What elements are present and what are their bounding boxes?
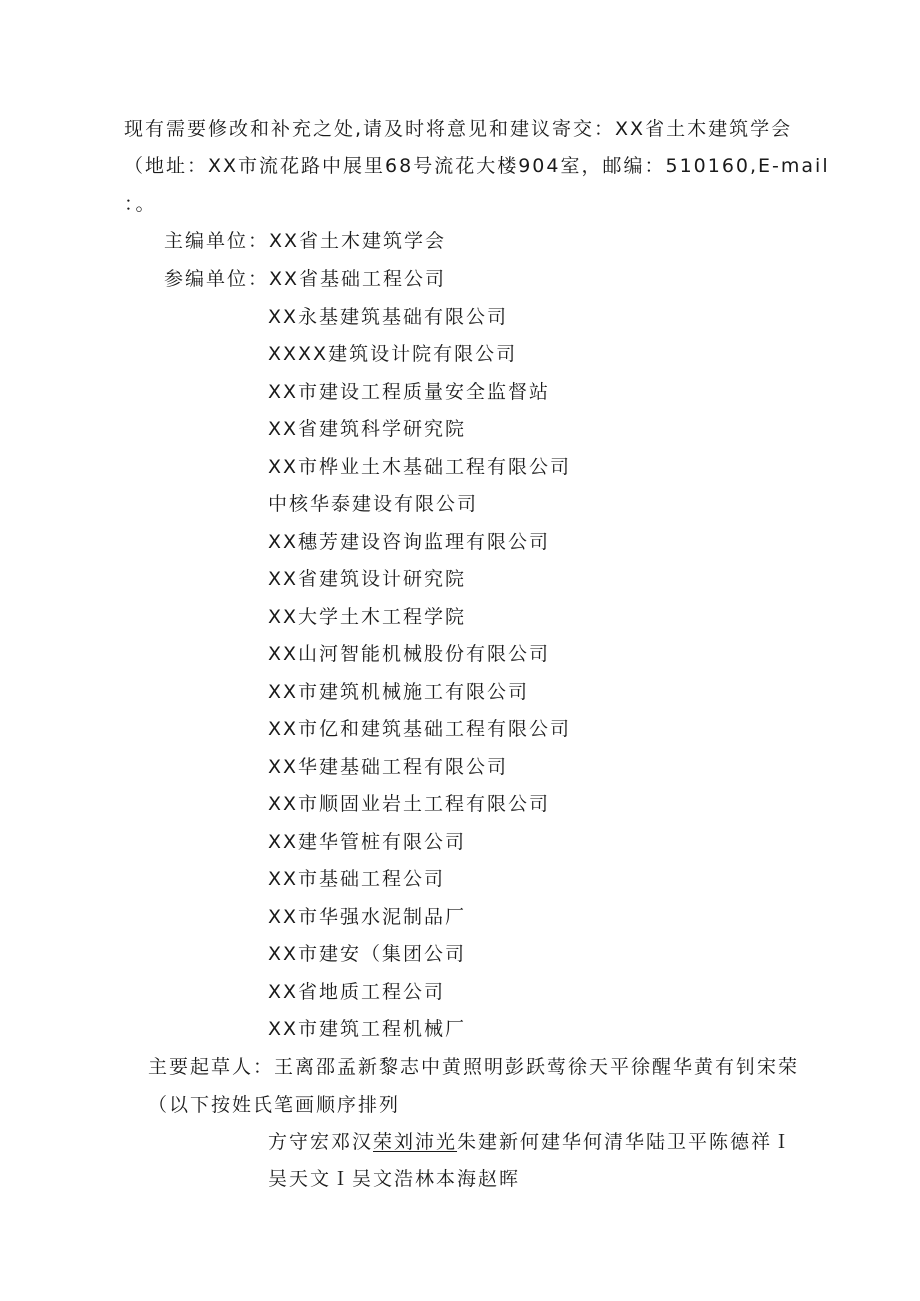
drafter-members-line-1 <box>268 1129 793 1155</box>
co-editor-label: 参编单位： <box>164 268 270 290</box>
co-editor-org: 中核华泰建设有限公司 <box>268 493 479 515</box>
co-editor-org: XX华建基础工程有限公司 <box>268 756 509 778</box>
co-editor-org: XX省建筑科学研究院 <box>268 418 467 440</box>
chief-editor-line <box>164 228 446 254</box>
co-editor-org: XX市建筑工程机械厂 <box>268 1018 467 1040</box>
co-editor-org: XX建华管桩有限公司 <box>268 831 467 853</box>
co-editor-org: XX市华强水泥制品厂 <box>268 906 467 928</box>
co-editor-org: XX市建安（集团公司 <box>268 943 467 965</box>
drafter-members-part: 朱建新何建华何清华陆卫平陈德祥Ｉ <box>457 1131 794 1153</box>
co-editor-org: XX市顺固业岩土工程有限公司 <box>268 793 551 815</box>
intro-line-1: 现有需要修改和补充之处,请及时将意见和建议寄交：XX省土木建筑学会 <box>124 118 793 140</box>
co-editor-org: XX大学土木工程学院 <box>268 606 467 628</box>
co-editor-org: XX省地质工程公司 <box>268 981 446 1003</box>
co-editor-org: XX市建筑机械施工有限公司 <box>268 681 530 703</box>
drafters-names: 王离邵孟新黎志中黄照明彭跃莺徐天平徐醒华黄有钊宋荣 <box>274 1056 800 1078</box>
co-editor-line <box>164 266 446 292</box>
co-editor-first: XX省基础工程公司 <box>269 268 447 290</box>
co-editor-org: XX永基建筑基础有限公司 <box>268 306 509 328</box>
drafter-members-part: 方守宏邓汉 <box>268 1131 374 1153</box>
co-editor-org: XX省建筑设计研究院 <box>268 568 467 590</box>
drafter-members-line-2: 吴天文Ｉ吴文浩林本海赵晖 <box>268 1168 521 1190</box>
co-editor-org: XX山河智能机械股份有限公司 <box>268 643 551 665</box>
co-editor-org: XX市建设工程质量安全监督站 <box>268 381 551 403</box>
intro-line-2: （地址：XX市流花路中展里68号流花大楼904室，邮编：510160,E-mail <box>124 155 830 177</box>
drafters-order-note: （以下按姓氏笔画顺序排列 <box>148 1094 401 1116</box>
chief-editor-label: 主编单位： <box>164 230 270 252</box>
chief-editor-value: XX省土木建筑学会 <box>269 230 447 252</box>
intro-line-3: ：。 <box>124 193 157 215</box>
drafters-line <box>148 1054 799 1080</box>
drafters-label: 主要起草人： <box>148 1056 275 1078</box>
co-editor-org: XX市亿和建筑基础工程有限公司 <box>268 718 572 740</box>
co-editor-org: XX市基础工程公司 <box>268 868 446 890</box>
co-editor-org: XX市桦业土木基础工程有限公司 <box>268 456 572 478</box>
co-editor-org: XX穗芳建设咨询监理有限公司 <box>268 531 551 553</box>
co-editor-org: XXXX建筑设计院有限公司 <box>268 343 518 365</box>
drafter-members-underlined: 荣刘沛光 <box>373 1131 458 1153</box>
